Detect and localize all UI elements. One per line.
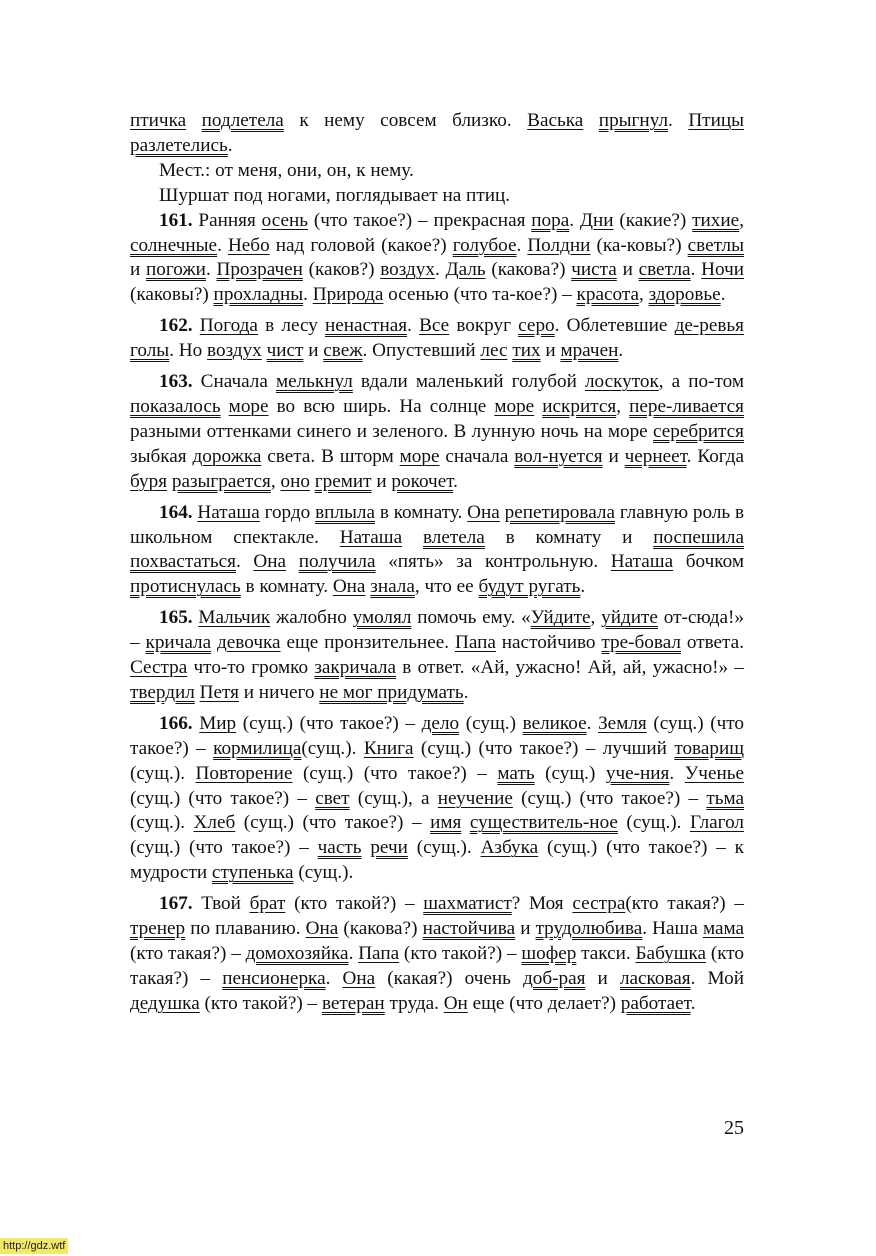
underlined-word: осень (261, 209, 309, 231)
text-run: (что такое?) – прекрасная (308, 209, 532, 231)
text-run: . (669, 762, 685, 784)
text-run: . (580, 576, 586, 598)
text-run: и (130, 259, 147, 281)
paragraph (130, 314, 744, 364)
text-run: (сущ.). (130, 762, 196, 784)
text-run: вокруг (449, 315, 519, 337)
underlined-word: товарищ (674, 737, 744, 759)
underlined-word: не мог придумать (319, 681, 464, 703)
underlined-word: Она (253, 551, 287, 573)
underlined-word: Она (467, 501, 500, 523)
text-run: ? Моя (511, 893, 573, 915)
text-run: к нему совсем близко. (283, 110, 528, 131)
underlined-word: закричала (314, 657, 397, 679)
underlined-word: мрачен (560, 340, 619, 362)
underlined-word: трудолюбива (535, 918, 643, 940)
underlined-word: Она (332, 576, 366, 598)
underlined-word: уче-ния (605, 762, 670, 784)
underlined-word: Птицы (688, 110, 744, 131)
underlined-word: солнечные (130, 234, 218, 256)
text-run (402, 527, 423, 548)
paragraph (130, 184, 744, 209)
underlined-word: прохладны (213, 284, 304, 306)
text-run: . (720, 284, 726, 306)
underlined-word: гремит (314, 470, 372, 492)
underlined-word: ласковая (619, 967, 691, 989)
text-run: Сначала (192, 371, 276, 393)
text-run: Шуршат под ногами, поглядывает на птиц. (159, 184, 511, 206)
underlined-word: Уйдите (530, 607, 591, 629)
text-run: Мест.: от меня, они, он, к нему. (159, 159, 414, 181)
underlined-word: тьма (706, 787, 744, 809)
underlined-word: тренер (130, 918, 186, 940)
text-run (361, 837, 370, 858)
text-run: . (325, 967, 343, 989)
text-run: (сущ.) (что такое?) – (292, 762, 498, 784)
text-run: осенью (что та-кое?) – (383, 284, 577, 306)
paragraph (130, 370, 744, 495)
text-run (286, 551, 299, 572)
underlined-word: протиснулась (130, 576, 241, 598)
text-run: . (690, 992, 696, 1014)
underlined-word: разыграется (171, 470, 271, 492)
text-run: и (303, 340, 324, 362)
underlined-word: чист (266, 340, 304, 362)
text-run: в комнату. (240, 576, 333, 598)
underlined-word: рокочет (391, 470, 454, 492)
text-run: и (515, 918, 536, 940)
text-run: еще (что делает?) (467, 992, 621, 1014)
underlined-word: Наташа (339, 526, 403, 548)
underlined-word: де-ревья (674, 315, 744, 337)
text-run: . Мой (690, 967, 744, 989)
underlined-word: Повторение (195, 762, 293, 784)
underlined-word: Дни (579, 209, 614, 231)
page-number: 25 (724, 1117, 744, 1139)
text-run: и (540, 340, 561, 362)
exercise-number: 161. (159, 209, 193, 231)
text-run: зыбкая (130, 445, 193, 467)
underlined-word: пере-ливается (629, 395, 745, 417)
text-run: во всю ширь. На солнце (268, 395, 495, 417)
underlined-word: кормилица (213, 737, 302, 759)
text-run: (кто такая?) – (130, 943, 745, 989)
text-run: . (569, 209, 580, 231)
paragraph (130, 109, 744, 159)
text-run (583, 110, 599, 131)
text-run: (сущ.) (что такое?) – (235, 812, 431, 834)
text-run: . (668, 110, 689, 131)
text-run: . Опустевший (362, 340, 481, 362)
underlined-word: Глагол (689, 812, 744, 834)
text-run: (какая?) очень (375, 967, 523, 989)
text-run: , (739, 209, 744, 231)
underlined-word: воздух (380, 259, 435, 281)
underlined-word: Наташа (197, 501, 260, 523)
underlined-word: погожи (146, 259, 206, 281)
underlined-word: красота (576, 284, 639, 306)
text-run (186, 110, 202, 131)
paragraph (130, 892, 744, 1017)
underlined-word: Ночи (701, 259, 744, 281)
text-run: в комнату и (484, 526, 654, 548)
text-run: . (690, 259, 702, 281)
watermark-link[interactable]: http://gdz.wtf (0, 1238, 68, 1254)
text-run: . Облетевшие (554, 315, 675, 337)
underlined-word: великое (522, 712, 587, 734)
underlined-word: Природа (312, 284, 384, 306)
text-run: (каковы?) (130, 284, 214, 306)
underlined-word: Папа (454, 632, 496, 654)
text-run: главную роль в школьном спектакле. (130, 501, 745, 548)
text-run: (кто такая?) – (130, 943, 246, 964)
underlined-word: чернеет (624, 445, 687, 467)
text-run: (какова?) (338, 918, 423, 940)
exercise-number: 162. (159, 315, 193, 337)
underlined-word: тихие (692, 209, 740, 231)
underlined-word: сестра (572, 893, 626, 915)
text-run: света. В шторм (261, 445, 400, 467)
underlined-word: Прозрачен (216, 259, 303, 281)
underlined-word: голы (130, 340, 170, 362)
underlined-word: вплыла (315, 501, 375, 523)
text-run: разными оттенками синего и зеленого. В лунную ночь на море (130, 420, 654, 442)
underlined-word: часть (317, 837, 362, 859)
exercise-number: 167. (159, 893, 193, 915)
underlined-word: лес (480, 340, 508, 362)
text-run: , а по-том (658, 371, 744, 393)
underlined-word: имя (430, 812, 462, 834)
underlined-word: домохозяйка (245, 943, 349, 964)
underlined-word: светла (638, 259, 691, 281)
text-run: , (270, 470, 281, 492)
text-run: , (616, 395, 630, 417)
text-run: настойчиво (495, 632, 602, 654)
text-run: (сущ.) (534, 762, 606, 784)
paragraph (130, 712, 744, 886)
underlined-word: уйдите (601, 607, 658, 629)
text-run: . (303, 284, 313, 306)
text-run: (сущ.). (293, 862, 354, 884)
text-run: . (618, 340, 624, 362)
underlined-word: мама (702, 918, 744, 940)
underlined-word: доб-рая (522, 967, 586, 989)
paragraph (130, 501, 744, 601)
paragraph (130, 209, 744, 309)
underlined-word: Все (419, 315, 450, 337)
text-run: Твой (192, 893, 250, 915)
underlined-word: показалось (130, 395, 221, 417)
text-run: труда. (384, 992, 444, 1014)
text-run: что-то громко (187, 657, 315, 679)
underlined-word: светлы (687, 234, 745, 256)
text-run: , (638, 284, 649, 306)
underlined-word: тре-бовал (601, 632, 681, 654)
text-run: . (235, 551, 254, 573)
underlined-word: мать (497, 762, 535, 784)
underlined-word: шофер (521, 943, 577, 964)
underlined-word: дорожка (192, 445, 262, 467)
underlined-word: здоровье (648, 284, 721, 306)
exercise-number: 166. (159, 712, 193, 734)
text-run: жалобно (270, 607, 353, 629)
underlined-word: тих (512, 340, 541, 362)
text-run (193, 315, 200, 336)
underlined-word: шахматист (423, 893, 512, 915)
underlined-word: поспешила похвастаться (130, 526, 744, 573)
text-run: (сущ.) (что такое?) – (130, 712, 744, 759)
text-run: (сущ.) (что такое?) – лучший (413, 737, 675, 759)
text-run: «пять» за контрольную. (375, 551, 611, 573)
underlined-word: Полдни (527, 234, 591, 256)
text-run: бочком (673, 551, 745, 573)
text-run: еще пронзительнее. (280, 632, 455, 654)
text-run: и ничего (238, 681, 320, 703)
text-run: и (602, 445, 625, 467)
text-run: (сущ.) (что такое?) – (130, 787, 316, 809)
underlined-word: настойчива (422, 918, 516, 940)
text-run: (сущ.). (407, 837, 481, 859)
underlined-word: свет (315, 787, 350, 809)
underlined-word: Она (342, 967, 376, 989)
underlined-word: Она (305, 918, 339, 940)
text-run: в лесу (257, 315, 325, 337)
text-run: , (590, 607, 602, 629)
underlined-word: Погода (199, 315, 258, 337)
text-run: и (585, 967, 620, 989)
underlined-word: речи (370, 837, 408, 859)
text-run: (ка-ковы?) (590, 234, 688, 256)
text-run (221, 396, 229, 417)
text-run: гордо (259, 501, 316, 523)
underlined-word: голубое (452, 234, 517, 256)
underlined-word: девочка (217, 632, 281, 654)
text-run: (кто такая?) – (625, 893, 744, 915)
paragraph (130, 159, 744, 184)
text-run: . (348, 943, 359, 964)
text-run: (сущ.). (617, 812, 690, 834)
underlined-word: море (494, 395, 535, 417)
underlined-word: Он (443, 992, 468, 1014)
underlined-word: пора (531, 209, 570, 231)
underlined-word: Сестра (130, 657, 188, 679)
underlined-word: прыгнул (598, 110, 669, 131)
underlined-word: Даль (445, 259, 486, 281)
underlined-word: брат (249, 893, 286, 915)
underlined-word: будут ругать (478, 576, 581, 598)
underlined-word: вол-нуется (514, 445, 603, 467)
text-run: (какие?) (613, 209, 693, 231)
underlined-word: работает (620, 992, 691, 1014)
text-run: . (205, 259, 217, 281)
text-run: (сущ.). (301, 737, 364, 759)
text-run: . (586, 712, 599, 734)
text-run: . (463, 681, 469, 703)
underlined-word: Книга (363, 737, 414, 759)
text-run: (кто такой?) – (399, 943, 522, 964)
text-run: . Но (169, 340, 208, 362)
text-run: от-сюда!» – (130, 607, 745, 654)
exercise-number: 163. (159, 371, 193, 393)
underlined-word: буря (130, 470, 168, 492)
text-run: (сущ.) (что такое?) – (512, 787, 707, 809)
underlined-word: существитель-ное (469, 812, 618, 834)
underlined-word: воздух (207, 340, 262, 362)
text-run: помочь ему. « (411, 607, 531, 629)
text-run: . Наша (642, 918, 703, 940)
text-run: . (227, 134, 233, 156)
text-run: вдали маленький голубой (352, 371, 585, 393)
text-run: . (434, 259, 446, 281)
underlined-word: оно (280, 470, 310, 492)
underlined-word: ненастная (324, 315, 408, 337)
text-run (461, 812, 470, 833)
text-run: (сущ.) (что такое?) – (236, 712, 422, 734)
underlined-word: море (399, 445, 440, 467)
textbook-page-body (130, 109, 744, 1023)
underlined-word: серебрится (653, 420, 744, 442)
underlined-word: влетела (422, 526, 485, 548)
text-run: в ответ. «Ай, ужасно! Ай, ай, ужасно!» – (396, 657, 744, 679)
underlined-word: твердил (130, 681, 195, 703)
underlined-word: мелькнул (275, 371, 353, 393)
underlined-word: Хлеб (193, 812, 236, 834)
underlined-word: Азбука (480, 837, 539, 859)
text-run: над головой (какое?) (269, 234, 453, 256)
exercise-number: 164. (159, 501, 193, 523)
underlined-word: репетировала (504, 501, 615, 523)
text-run: и (616, 259, 639, 281)
underlined-word: искрится (542, 395, 617, 417)
underlined-word: дело (421, 712, 460, 734)
text-run: . (453, 470, 458, 492)
text-run: (кто такой?) – (199, 992, 322, 1014)
underlined-word: Петя (199, 681, 239, 703)
underlined-word: птичка (130, 110, 187, 131)
text-run: . (217, 234, 228, 256)
text-run: в комнату. (374, 501, 468, 523)
text-run: ответа. (680, 632, 744, 654)
underlined-word: серо (518, 315, 555, 337)
text-run: . (407, 315, 420, 337)
underlined-word: Бабушка (635, 943, 707, 964)
text-run: (какова?) (485, 259, 572, 281)
text-run: (каков?) (302, 259, 381, 281)
text-run: (сущ.). (130, 812, 194, 834)
underlined-word: умолял (352, 607, 412, 629)
underlined-word: разлетелись (130, 134, 228, 156)
underlined-word: Наташа (610, 551, 674, 573)
underlined-word: чиста (571, 259, 617, 281)
text-run: Ранняя (192, 209, 262, 231)
underlined-word: получила (298, 551, 376, 573)
underlined-word: Мир (199, 712, 237, 734)
text-run: (кто такой?) – (285, 893, 424, 915)
underlined-word: море (228, 395, 269, 417)
exercise-number: 165. (159, 607, 193, 629)
underlined-word: лоскуток (584, 371, 659, 393)
paragraph (130, 606, 744, 706)
text-run: . (516, 234, 528, 256)
text-run: (сущ.) (что такое?) – к мудрости (130, 837, 744, 884)
underlined-word: кричала (145, 632, 212, 654)
underlined-word: подлетела (201, 110, 284, 131)
text-run: по плаванию. (185, 918, 306, 940)
text-run: сначала (439, 445, 515, 467)
text-run: (сущ.) (что такое?) – (130, 837, 318, 859)
underlined-word: свеж (323, 340, 363, 362)
underlined-word: Земля (598, 712, 647, 734)
text-run: . Когда (686, 445, 744, 467)
underlined-word: неучение (437, 787, 513, 809)
text-run: (сущ.), а (349, 787, 438, 809)
text-run: (сущ.) (459, 712, 523, 734)
underlined-word: Ученье (684, 762, 744, 784)
underlined-word: ступенька (211, 862, 294, 884)
underlined-word: знала (370, 576, 415, 598)
underlined-word: Папа (358, 943, 400, 964)
underlined-word: Мальчик (198, 607, 271, 629)
text-run: и (371, 470, 392, 492)
text-run: , что ее (414, 576, 479, 598)
underlined-word: дедушка (130, 992, 200, 1014)
underlined-word: Васька (527, 110, 584, 131)
underlined-word: пенсионерка (222, 967, 326, 989)
text-run: такси. (576, 943, 636, 964)
underlined-word: Небо (227, 234, 270, 256)
underlined-word: ветеран (321, 992, 385, 1014)
